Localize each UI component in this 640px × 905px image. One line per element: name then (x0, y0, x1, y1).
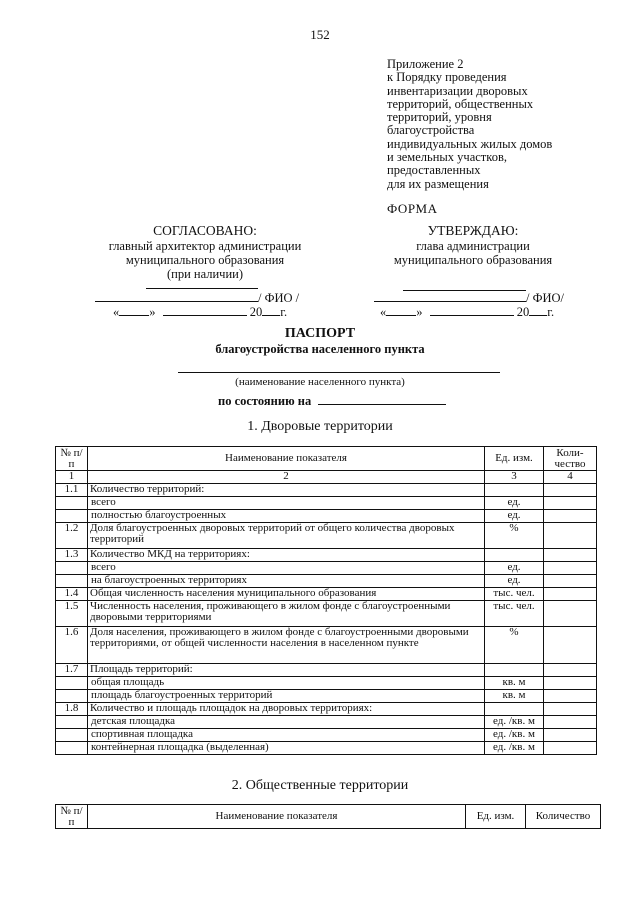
header-qty: Коли-чество (544, 447, 597, 471)
agreed-fio-underline (95, 290, 258, 302)
row-num (56, 497, 88, 510)
agreed-year-prefix: 20 (249, 305, 263, 319)
table-row (56, 742, 597, 755)
agreed-line: главный архитектор администрации (108, 239, 302, 253)
form-label: ФОРМА (387, 201, 438, 216)
settlement-name-hint: (наименование населенного пункта) (235, 376, 405, 388)
table-row (56, 664, 597, 677)
row-name: всего (88, 562, 485, 575)
approved-year-underline (529, 304, 547, 316)
appendix-line: инвентаризации дворовых (387, 83, 528, 98)
row-unit: ед. (485, 510, 544, 523)
header-name: Наименование показателя (88, 447, 485, 471)
agreed-year-suffix: г. (280, 305, 288, 319)
header-num: № п/п (56, 447, 88, 471)
table-row (56, 588, 597, 601)
approved-quote-open: « (380, 305, 387, 319)
agreed-line: муниципального образования (125, 253, 285, 267)
approved-quote-close: » (416, 305, 423, 319)
appendix-line: для их размещения (387, 176, 489, 191)
row-name: Численность населения, проживающего в жилом фонде с благоустроенными дворовыми территориями (88, 601, 485, 627)
row-num: 1.2 (56, 523, 88, 549)
table-row (56, 703, 597, 716)
row-num (56, 729, 88, 742)
approved-line: муниципального образования (393, 253, 553, 267)
row-qty[interactable] (544, 497, 597, 510)
row-unit (485, 484, 544, 497)
agreed-block (80, 224, 330, 281)
row-name: полностью благоустроенных (88, 510, 485, 523)
row-num: 1.3 (56, 549, 88, 562)
header-name: Наименование показателя (88, 805, 466, 829)
agreed-date-row (113, 304, 287, 320)
row-name: на благоустроенных территориях (88, 575, 485, 588)
table-row (56, 549, 597, 562)
table-header-row (56, 447, 597, 471)
appendix-line: благоустройства (387, 123, 475, 138)
passport-subtitle: благоустройства населенного пункта (215, 342, 425, 356)
approved-title: УТВЕРЖДАЮ: (427, 223, 519, 238)
row-unit: ед. (485, 575, 544, 588)
row-unit: кв. м (485, 690, 544, 703)
row-qty[interactable] (544, 627, 597, 664)
appendix-line: Приложение 2 (387, 57, 464, 71)
row-num (56, 690, 88, 703)
approved-day-underline (386, 304, 416, 316)
agreed-day-underline (119, 304, 149, 316)
row-name: площадь благоустроенных территорий (88, 690, 485, 703)
row-num (56, 677, 88, 690)
table-row (56, 497, 597, 510)
table-header-row (56, 805, 601, 829)
row-qty[interactable] (544, 690, 597, 703)
row-name: детская площадка (88, 716, 485, 729)
row-unit: ед. (485, 497, 544, 510)
row-name: Общая численность населения муниципального образования (88, 588, 485, 601)
approved-year-suffix: г. (547, 305, 555, 319)
as-of-row (218, 393, 446, 409)
row-num: 1.8 (56, 703, 88, 716)
row-unit: ед. /кв. м (485, 716, 544, 729)
row-num (56, 716, 88, 729)
appendix-line: и земельных участков, (387, 150, 507, 165)
header-num: № п/п (56, 805, 88, 829)
row-num (56, 562, 88, 575)
col-number: 1 (56, 471, 88, 484)
appendix-line: к Порядку проведения (387, 70, 507, 85)
row-num (56, 742, 88, 755)
row-qty[interactable] (544, 575, 597, 588)
row-name: Количество и площадь площадок на дворовых территориях: (88, 703, 485, 716)
approved-year-prefix: 20 (516, 305, 530, 319)
public-territories-table (55, 804, 601, 829)
row-num (56, 575, 88, 588)
appendix-header (387, 58, 552, 191)
row-unit: тыс. чел. (485, 601, 544, 627)
table-row (56, 716, 597, 729)
column-number-row (56, 471, 597, 484)
row-qty[interactable] (544, 588, 597, 601)
table-row (56, 562, 597, 575)
row-qty[interactable] (544, 742, 597, 755)
row-qty[interactable] (544, 549, 597, 562)
section2-title: 2. Общественные территории (231, 778, 409, 793)
row-qty[interactable] (544, 729, 597, 742)
row-qty[interactable] (544, 716, 597, 729)
section1-title: 1. Дворовые территории (247, 419, 393, 434)
appendix-line: предоставленных (387, 163, 481, 178)
table-row (56, 601, 597, 627)
row-name: Площадь территорий: (88, 664, 485, 677)
row-qty[interactable] (544, 664, 597, 677)
row-qty[interactable] (544, 484, 597, 497)
row-unit: кв. м (485, 677, 544, 690)
passport-title: ПАСПОРТ (284, 326, 356, 341)
approved-month-underline (430, 304, 514, 316)
col-number: 4 (544, 471, 597, 484)
appendix-line: территорий, уровня (387, 110, 492, 125)
row-name: Количество МКД на территориях: (88, 549, 485, 562)
row-num: 1.4 (56, 588, 88, 601)
row-qty[interactable] (544, 703, 597, 716)
row-name: Доля благоустроенных дворовых территорий от общего количества дворовых территорий (88, 523, 485, 549)
table-row (56, 627, 597, 664)
agreed-title: СОГЛАСОВАНО: (153, 223, 257, 238)
approved-line: глава администрации (416, 239, 530, 253)
row-unit (485, 549, 544, 562)
as-of-date-underline (318, 393, 446, 405)
agreed-year-underline (262, 304, 280, 316)
col-number: 3 (485, 471, 544, 484)
approved-date-row (380, 304, 554, 320)
page-number: 152 (310, 27, 330, 42)
row-name: Количество территорий: (88, 484, 485, 497)
row-num (56, 510, 88, 523)
row-qty[interactable] (544, 562, 597, 575)
header-unit: Ед. изм. (466, 805, 526, 829)
table-row (56, 510, 597, 523)
row-unit: ед. (485, 562, 544, 575)
appendix-line: территорий, общественных (387, 96, 534, 111)
row-name: спортивная площадка (88, 729, 485, 742)
approved-fio-label: / ФИО/ (526, 291, 565, 305)
as-of-label: по состоянию на (218, 394, 312, 408)
table-row (56, 575, 597, 588)
row-qty[interactable] (544, 523, 597, 549)
row-name: всего (88, 497, 485, 510)
row-unit: % (485, 523, 544, 549)
row-name: контейнерная площадка (выделенная) (88, 742, 485, 755)
row-qty[interactable] (544, 601, 597, 627)
appendix-line: индивидуальных жилых домов (387, 136, 553, 151)
row-qty[interactable] (544, 677, 597, 690)
table-row (56, 690, 597, 703)
header-qty: Количество (526, 805, 601, 829)
row-unit (485, 703, 544, 716)
table-row (56, 729, 597, 742)
yard-territories-table (55, 446, 597, 755)
agreed-quote-open: « (113, 305, 120, 319)
row-unit: % (485, 627, 544, 664)
table-row (56, 677, 597, 690)
col-number: 2 (88, 471, 485, 484)
row-unit (485, 664, 544, 677)
agreed-line: (при наличии) (166, 267, 244, 281)
row-unit: тыс. чел. (485, 588, 544, 601)
row-num: 1.5 (56, 601, 88, 627)
header-unit: Ед. изм. (485, 447, 544, 471)
agreed-signature-line (146, 288, 258, 289)
approved-block (368, 224, 578, 267)
table-row (56, 484, 597, 497)
row-num: 1.1 (56, 484, 88, 497)
agreed-fio-label: / ФИО / (258, 291, 300, 305)
agreed-quote-close: » (149, 305, 156, 319)
row-qty[interactable] (544, 510, 597, 523)
row-num: 1.6 (56, 627, 88, 664)
approved-fio-underline (374, 290, 526, 302)
row-unit: ед. /кв. м (485, 742, 544, 755)
row-unit: ед. /кв. м (485, 729, 544, 742)
row-name: Доля населения, проживающего в жилом фонде с благоустроенными дворовыми территориями, от общей численности населения в населенном пункте (88, 627, 485, 664)
table-row (56, 523, 597, 549)
agreed-month-underline (163, 304, 247, 316)
settlement-name-line (178, 372, 500, 373)
row-name: общая площадь (88, 677, 485, 690)
row-num: 1.7 (56, 664, 88, 677)
